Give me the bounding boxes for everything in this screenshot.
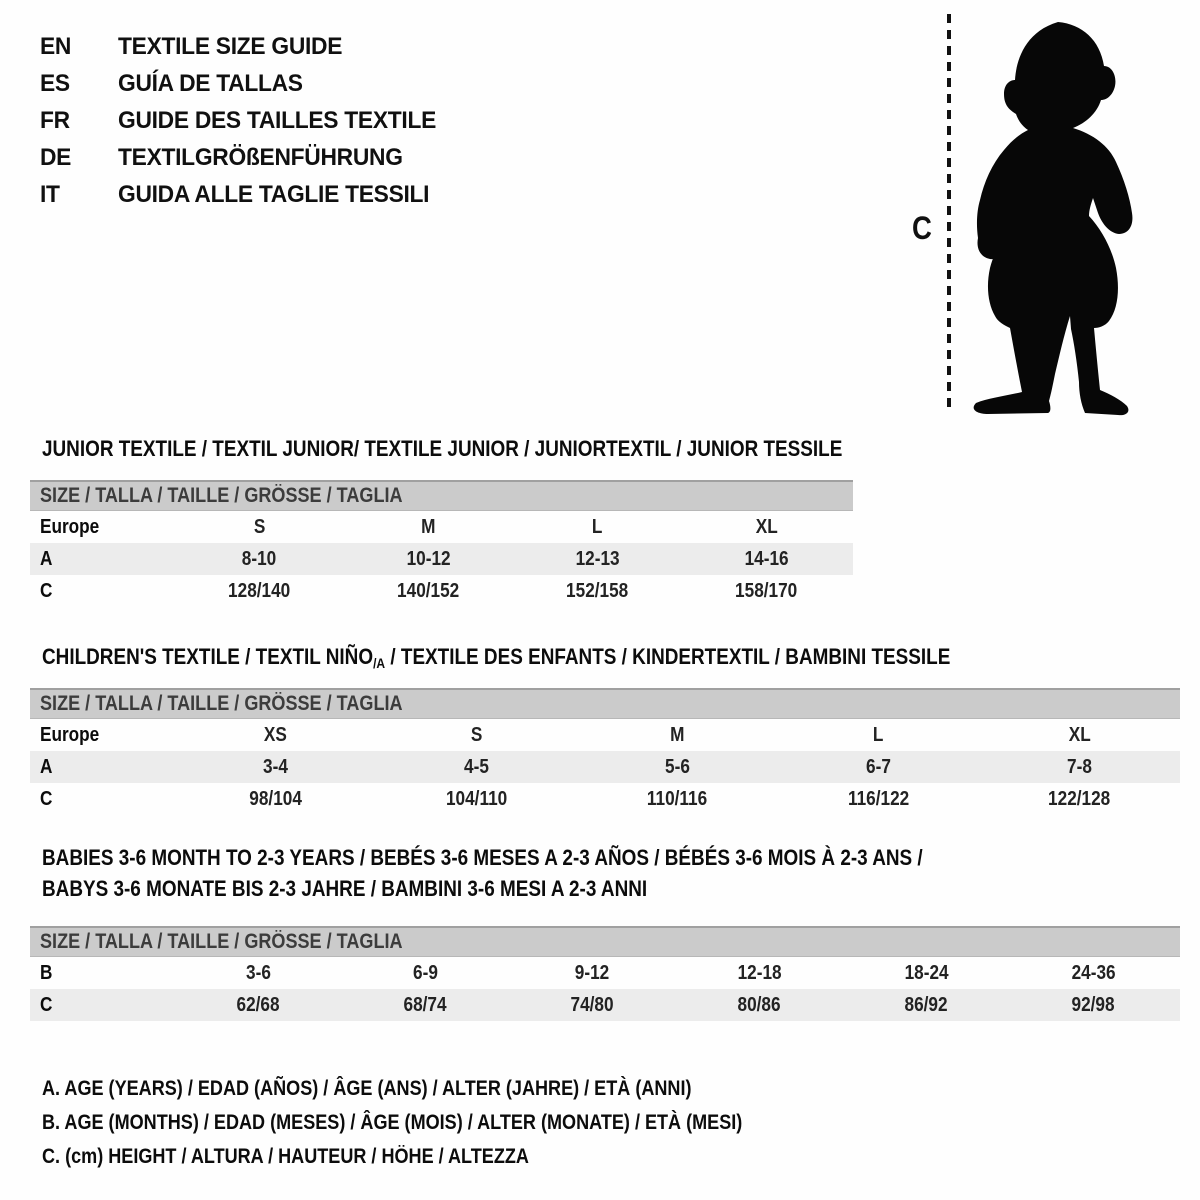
toddler-silhouette xyxy=(974,22,1133,415)
size-cell: 14-16 xyxy=(744,547,789,570)
size-cell: M xyxy=(670,723,685,746)
size-cell: 3-6 xyxy=(246,961,271,984)
table-row xyxy=(30,543,853,575)
measure-label-c: C xyxy=(912,210,932,246)
size-cell: 152/158 xyxy=(566,579,629,602)
language-code: DE xyxy=(40,143,72,171)
size-cell: XL xyxy=(755,515,778,538)
junior-section-title: JUNIOR TEXTILE / TEXTIL JUNIOR/ TEXTILE JUNIOR / JUNIORTEXTIL / JUNIOR TESSILE xyxy=(42,436,843,461)
junior-size-table xyxy=(30,480,853,607)
table-row xyxy=(30,989,1180,1021)
language-title: GUÍA DE TALLAS xyxy=(118,69,303,97)
language-title-list xyxy=(40,28,453,213)
size-cell: 98/104 xyxy=(249,787,302,810)
table-row xyxy=(30,751,1180,783)
language-title: GUIDA ALLE TAGLIE TESSILI xyxy=(118,180,430,208)
size-cell: 110/116 xyxy=(647,787,708,810)
size-cell: 8-10 xyxy=(242,547,277,570)
toddler-figure xyxy=(918,10,1150,416)
size-table-header: SIZE / TALLA / TAILLE / GRÖSSE / TAGLIA xyxy=(30,688,1180,719)
language-title: TEXTILGRÖßENFÜHRUNG xyxy=(118,143,403,171)
size-cell: XS xyxy=(264,723,287,746)
language-row xyxy=(40,102,453,139)
size-cell: 92/98 xyxy=(1071,993,1116,1016)
size-cell: 4-5 xyxy=(464,755,489,778)
language-code: EN xyxy=(40,32,72,60)
table-row xyxy=(30,957,1180,989)
size-cell: 7-8 xyxy=(1067,755,1092,778)
size-cell: 12-18 xyxy=(737,961,782,984)
measurement-legend xyxy=(42,1072,856,1174)
language-code: ES xyxy=(40,69,70,97)
children-section-title: CHILDREN'S TEXTILE / TEXTIL NIÑO/A / TEXTILE DES ENFANTS / KINDERTEXTIL / BAMBINI TESSILE xyxy=(42,644,951,671)
size-cell: 10-12 xyxy=(406,547,451,570)
size-cell: M xyxy=(421,515,436,538)
language-title: TEXTILE SIZE GUIDE xyxy=(118,32,343,60)
size-cell: 3-4 xyxy=(263,755,288,778)
size-cell: 62/68 xyxy=(236,993,281,1016)
size-cell: L xyxy=(592,515,603,538)
legend-line-b: B. AGE (MONTHS) / EDAD (MESES) / ÂGE (MOIS) / ALTER (MONATE) / ETÀ (MESI) xyxy=(42,1111,743,1134)
row-label: B xyxy=(40,961,53,984)
legend-line-a: A. AGE (YEARS) / EDAD (AÑOS) / ÂGE (ANS) / ALTER (JAHRE) / ETÀ (ANNI) xyxy=(42,1077,692,1100)
language-code: IT xyxy=(40,180,60,208)
size-cell: 116/122 xyxy=(847,787,910,810)
table-row xyxy=(30,511,853,543)
row-label: C xyxy=(40,579,53,602)
babies-size-table xyxy=(30,926,1180,1021)
language-row xyxy=(40,139,453,176)
row-label: A xyxy=(40,547,53,570)
children-size-table xyxy=(30,688,1180,815)
language-row xyxy=(40,28,453,65)
size-cell: 158/170 xyxy=(735,579,798,602)
size-cell: 24-36 xyxy=(1071,961,1116,984)
language-row xyxy=(40,176,453,213)
size-cell: 18-24 xyxy=(904,961,949,984)
size-cell: 6-9 xyxy=(413,961,438,984)
legend-line-c: C. (cm) HEIGHT / ALTURA / HAUTEUR / HÖHE / ALTEZZA xyxy=(42,1145,529,1168)
row-label: A xyxy=(40,755,53,778)
language-row xyxy=(40,65,453,102)
size-cell: S xyxy=(470,723,483,746)
size-cell: 86/92 xyxy=(904,993,949,1016)
size-cell: 140/152 xyxy=(397,579,460,602)
size-cell: 5-6 xyxy=(665,755,690,778)
size-cell: 80/86 xyxy=(737,993,782,1016)
size-cell: L xyxy=(873,723,884,746)
size-table-header: SIZE / TALLA / TAILLE / GRÖSSE / TAGLIA xyxy=(30,926,1180,957)
row-label: Europe xyxy=(40,515,100,538)
nino-a-subscript: /A xyxy=(373,655,386,671)
size-cell: 122/128 xyxy=(1048,787,1111,810)
size-cell: 6-7 xyxy=(866,755,891,778)
size-cell: 68/74 xyxy=(403,993,448,1016)
table-row xyxy=(30,575,853,607)
size-cell: 9-12 xyxy=(575,961,610,984)
size-table-header: SIZE / TALLA / TAILLE / GRÖSSE / TAGLIA xyxy=(30,480,853,511)
size-cell: 74/80 xyxy=(570,993,615,1016)
size-cell: 128/140 xyxy=(228,579,291,602)
size-cell: S xyxy=(253,515,266,538)
size-cell: XL xyxy=(1068,723,1091,746)
table-row xyxy=(30,783,1180,815)
language-code: FR xyxy=(40,106,70,134)
language-title: GUIDE DES TAILLES TEXTILE xyxy=(118,106,437,134)
row-label: C xyxy=(40,993,53,1016)
row-label: Europe xyxy=(40,723,100,746)
size-cell: 104/110 xyxy=(445,787,508,810)
size-cell: 12-13 xyxy=(575,547,620,570)
table-row xyxy=(30,719,1180,751)
babies-section-title: BABIES 3-6 MONTH TO 2-3 YEARS / BEBÉS 3-6 MESES A 2-3 AÑOS / BÉBÉS 3-6 MOIS À 2-3 ANS / BABYS 3-6 MONATE BIS 2-3 JAHRE / BAMBINI 3-6 MESI A 2-3 ANNI xyxy=(42,845,923,901)
row-label: C xyxy=(40,787,53,810)
